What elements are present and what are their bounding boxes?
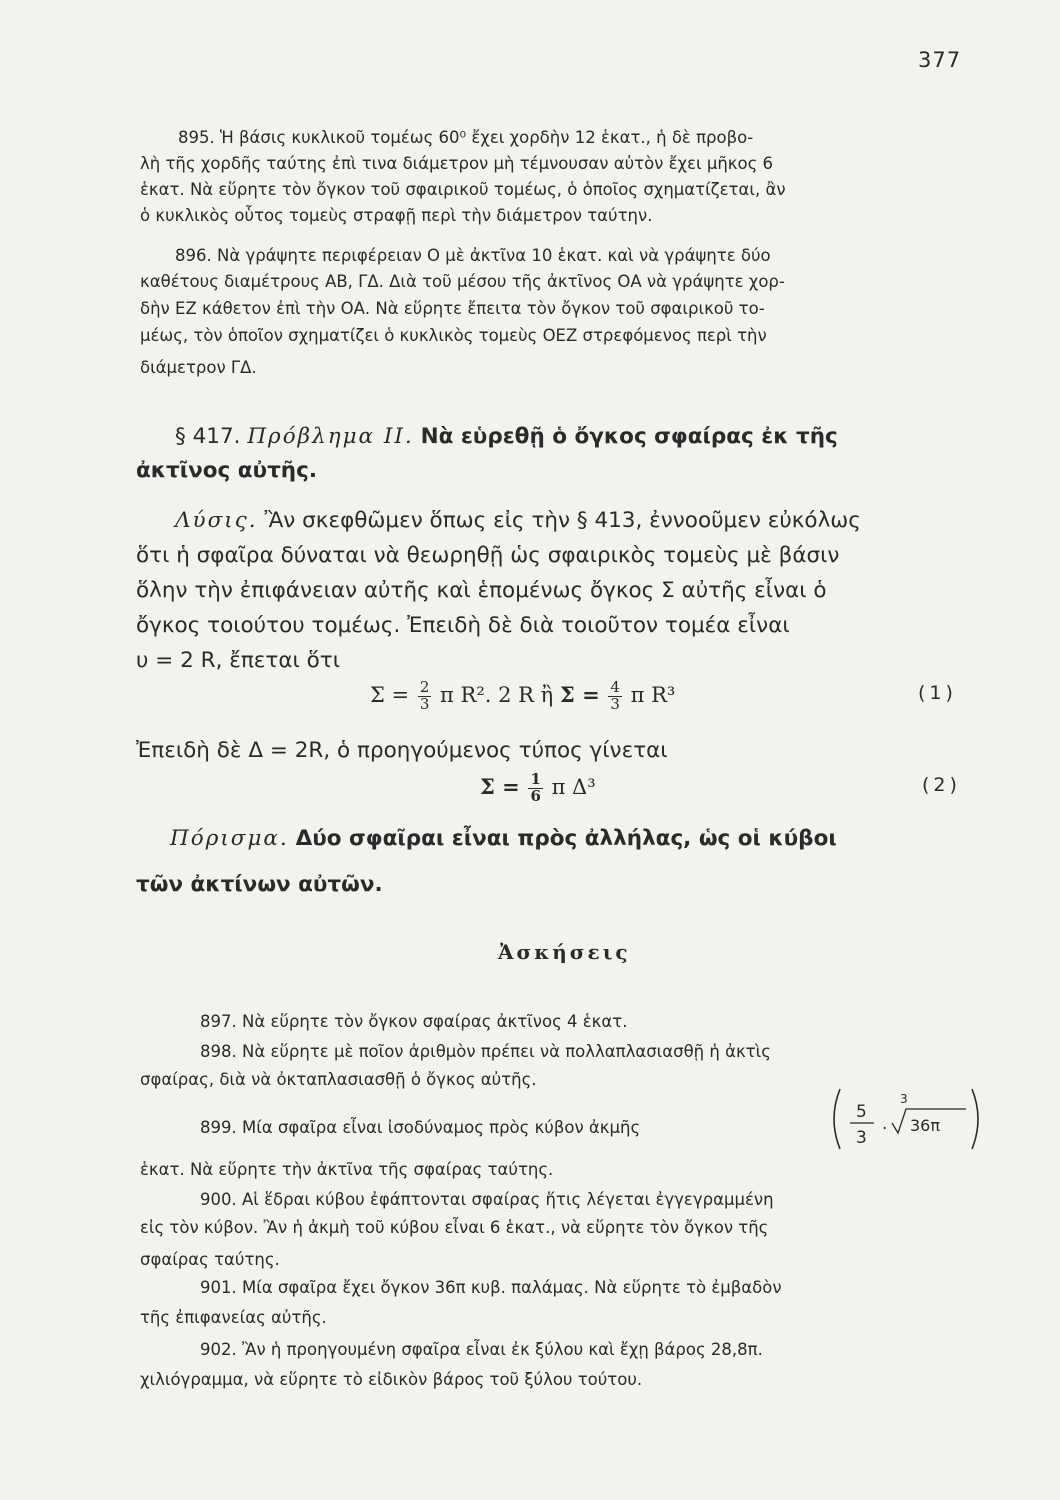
exercise-900-line-3: σφαίρας ταύτης. <box>140 1250 280 1269</box>
exercise-899-line-1: 899. Μία σφαῖρα εἶναι ἰσοδύναμος πρὸς κύβον ἀκμῆς <box>200 1118 641 1137</box>
multiply-dot: . <box>882 1114 888 1134</box>
formula-2-rhs: π Δ³ <box>551 774 596 799</box>
equation-number-1: (1) <box>918 682 957 704</box>
porism-line-1 <box>170 826 837 851</box>
formula-1-numerator-2: 4 <box>610 678 620 696</box>
formula-1-middle: π R². 2 R ἢ <box>440 682 554 707</box>
cube-root-expression <box>826 1083 986 1155</box>
root-index: 3 <box>900 1092 908 1106</box>
exercise-900-line-2: εἰς τὸν κύβον. Ἂν ἡ ἀκμὴ τοῦ κύβου εἶναι 6 ἑκατ., νὰ εὕρητε τὸν ὄγκον τῆς <box>140 1218 769 1237</box>
formula-2-lhs: Σ = <box>480 773 520 799</box>
problem-895-line-1: 895. Ἡ βάσις κυκλικοῦ τομέως 60⁰ ἔχει χορδὴν 12 ἑκατ., ἡ δὲ προβο- <box>178 128 754 147</box>
formula-1 <box>370 680 675 713</box>
page-number: 377 <box>918 48 962 72</box>
formula-1-fraction-2 <box>608 680 622 713</box>
problem-896-line-5: διάμετρον ΓΔ. <box>140 358 257 377</box>
formula-1-denominator: 3 <box>419 694 430 713</box>
problem-896-line-3: δὴν ΕΖ κάθετον ἐπὶ τὴν ΟΑ. Νὰ εὕρητε ἔπειτα τὸν ὄγκον τοῦ σφαιρικοῦ το- <box>140 299 765 318</box>
equation-number-2: (2) <box>922 774 961 796</box>
solution-line-4: ὄγκος τοιούτου τομέως. Ἐπειδὴ δὲ διὰ τοιοῦτον τομέα εἶναι <box>136 613 790 638</box>
problem-895-line-4: ὁ κυκλικὸς οὗτος τομεὺς στραφῇ περὶ τὴν διάμετρον ταύτην. <box>140 206 653 225</box>
formula-1-fraction <box>418 680 432 713</box>
exercise-898-line-2: σφαίρας, διὰ νὰ ὀκταπλασιασθῇ ὁ ὄγκος αὐτῆς. <box>140 1070 537 1089</box>
problem-895-line-2: λὴ τῆς χορδῆς ταύτης ἐπὶ τινα διάμετρον μὴ τέμνουσαν αὐτὸν ἔχει μῆκος 6 <box>140 154 774 173</box>
solution-line-2: ὅτι ἡ σφαῖρα δύναται νὰ θεωρηθῇ ὡς σφαιρικὸς τομεὺς μὲ βάσιν <box>136 543 840 568</box>
exercise-899-line-2: ἑκατ. Νὰ εὕρητε τὴν ἀκτῖνα τῆς σφαίρας ταύτης. <box>140 1160 554 1179</box>
problem-896-line-4: μέως, τὸν ὁποῖον σχηματίζει ὁ κυκλικὸς τομεὺς ΟΕΖ στρεφόμενος περὶ τὴν <box>140 326 767 345</box>
formula-2-fraction <box>528 772 542 805</box>
formula-1-lhs-2: Σ = <box>559 681 600 707</box>
radicand: 36π <box>910 1116 940 1135</box>
section-heading-line-2: ἀκτῖνος αὐτῆς. <box>136 458 318 483</box>
left-paren-icon <box>834 1089 840 1149</box>
formula-1-rhs: π R³ <box>630 682 676 707</box>
section-title: Νὰ εὑρεθῇ ὁ ὄγκος σφαίρας ἐκ τῆς <box>420 424 838 449</box>
fraction-numerator: 5 <box>856 1102 867 1122</box>
solution-text-1: Ἂν σκεφθῶμεν ὅπως εἰς τὴν § 413, ἐννοοῦμεν εὐκόλως <box>264 508 861 533</box>
section-heading-line-1 <box>175 424 838 449</box>
porism-line-2: τῶν ἀκτίνων αὐτῶν. <box>136 872 383 897</box>
problem-895-line-3: ἑκατ. Νὰ εὕρητε τὸν ὄγκον τοῦ σφαιρικοῦ τομέως, ὁ ὁποῖος σχηματίζεται, ἂν <box>140 180 786 199</box>
porism-text-1: Δύο σφαῖραι εἶναι πρὸς ἀλλήλας, ὡς οἱ κύβοι <box>295 826 837 851</box>
problem-896-line-2: καθέτους διαμέτρους ΑΒ, ΓΔ. Διὰ τοῦ μέσου τῆς ἀκτῖνος ΟΑ νὰ γράψητε χορ- <box>140 272 785 291</box>
solution-line-3: ὅλην τὴν ἐπιφάνειαν αὐτῆς καὶ ἑπομένως ὄγκος Σ αὐτῆς εἶναι ὁ <box>136 578 827 603</box>
formula-2-numerator: 1 <box>530 770 541 788</box>
formula-2-denominator: 6 <box>530 786 541 805</box>
porism-label: Πόρισμα. <box>170 826 289 851</box>
exercise-902-line-2: χιλιόγραμμα, νὰ εὕρητε τὸ εἰδικὸν βάρος τοῦ ξύλου τούτου. <box>140 1370 643 1389</box>
formula-1-numerator: 2 <box>419 678 430 696</box>
fraction-denominator: 3 <box>856 1128 867 1148</box>
exercise-901-line-1: 901. Μία σφαῖρα ἔχει ὄγκον 36π κυβ. παλάμας. Νὰ εὕρητε τὸ ἐμβαδὸν <box>200 1278 782 1297</box>
formula-2 <box>480 772 596 805</box>
right-paren-icon <box>972 1089 978 1149</box>
exercise-897: 897. Νὰ εὕρητε τὸν ὄγκον σφαίρας ἀκτῖνος 4 ἑκατ. <box>200 1012 628 1031</box>
section-number: § 417. <box>175 424 241 449</box>
exercises-heading: Ἀσκήσεις <box>498 940 631 964</box>
solution-label: Λύσις. <box>175 508 258 533</box>
problem-896-line-1: 896. Νὰ γράψητε περιφέρειαν Ο μὲ ἀκτῖνα 10 ἑκατ. καὶ νὰ γράψητε δύο <box>175 246 771 265</box>
solution-line-5: υ = 2 R, ἔπεται ὅτι <box>136 648 341 673</box>
formula-1-denominator-2: 3 <box>610 694 620 713</box>
section-label: Πρόβλημα ΙΙ. <box>247 424 414 449</box>
solution-line-1 <box>175 508 861 533</box>
solution-line-6: Ἐπειδὴ δὲ Δ = 2R, ὁ προηγούμενος τύπος γίνεται <box>136 738 668 763</box>
formula-1-lhs: Σ = <box>370 682 410 707</box>
exercise-900-line-1: 900. Αἱ ἕδραι κύβου ἐφάπτονται σφαίρας ἥτις λέγεται ἐγγεγραμμένη <box>200 1190 774 1209</box>
exercise-901-line-2: τῆς ἐπιφανείας αὐτῆς. <box>140 1308 327 1327</box>
exercise-902-line-1: 902. Ἂν ἡ προηγουμένη σφαῖρα εἶναι ἐκ ξύλου καὶ ἔχῃ βάρος 28,8π. <box>200 1340 763 1359</box>
exercise-898-line-1: 898. Νὰ εὕρητε μὲ ποῖον ἀριθμὸν πρέπει νὰ πολλαπλασιασθῇ ἡ ἀκτὶς <box>200 1042 771 1061</box>
